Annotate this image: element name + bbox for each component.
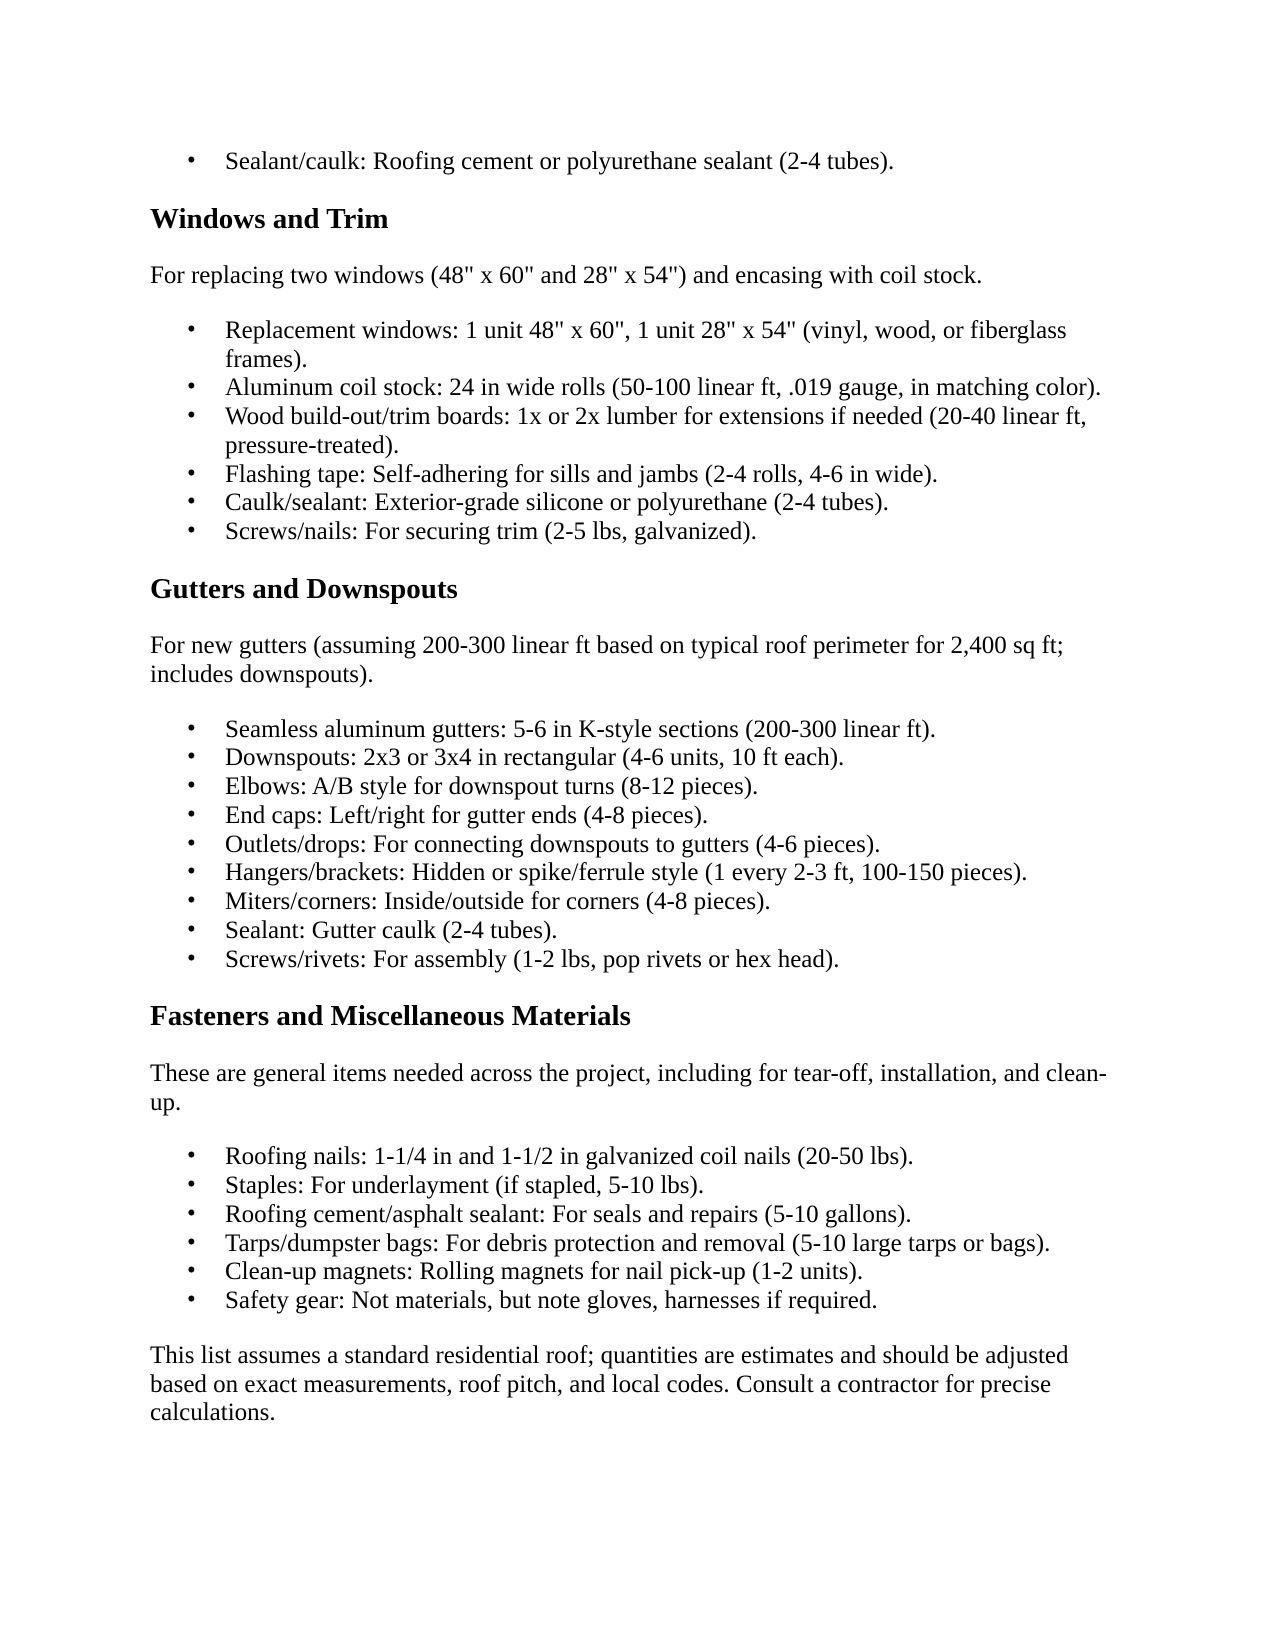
section-windows-and-trim [150, 203, 1125, 547]
section-bullet-list [150, 317, 1125, 547]
section-bullet-list [150, 716, 1125, 975]
section-heading: Gutters and Downspouts [150, 572, 458, 605]
list-item: • Screws/rivets: For assembly (1-2 lbs, pop rivets or hex head). [225, 946, 1125, 975]
list-item: • Replacement windows: 1 unit 48" x 60", 1 unit 28" x 54" (vinyl, wood, or fiberglass frames). [225, 317, 1125, 375]
list-item: • Miters/corners: Inside/outside for corners (4-8 pieces). [225, 888, 1125, 917]
list-item: • Screws/nails: For securing trim (2-5 lbs, galvanized). [225, 518, 1125, 547]
list-item: • Roofing cement/asphalt sealant: For seals and repairs (5-10 gallons). [225, 1201, 1125, 1230]
list-item: • Safety gear: Not materials, but note gloves, harnesses if required. [225, 1287, 1125, 1316]
section-gutters-and-downspouts [150, 573, 1125, 975]
section-intro: These are general items needed across the project, including for tear-off, installation, and clean-up. [150, 1059, 1107, 1116]
list-item: • Seamless aluminum gutters: 5-6 in K-style sections (200-300 linear ft). [225, 716, 1125, 745]
list-item: • Caulk/sealant: Exterior-grade silicone or polyurethane (2-4 tubes). [225, 489, 1125, 518]
list-item: • Downspouts: 2x3 or 3x4 in rectangular (4-6 units, 10 ft each). [225, 744, 1125, 773]
section-heading: Windows and Trim [150, 202, 389, 235]
list-item: • Staples: For underlayment (if stapled, 5-10 lbs). [225, 1172, 1125, 1201]
section-heading: Fasteners and Miscellaneous Materials [150, 1000, 631, 1033]
list-item: • Roofing nails: 1-1/4 in and 1-1/2 in galvanized coil nails (20-50 lbs). [225, 1143, 1125, 1172]
list-item: • Sealant: Gutter caulk (2-4 tubes). [225, 917, 1125, 946]
list-item: • Elbows: A/B style for downspout turns (8-12 pieces). [225, 773, 1125, 802]
list-item: • Tarps/dumpster bags: For debris protection and removal (5-10 large tarps or bags). [225, 1230, 1125, 1259]
list-item: • Clean-up magnets: Rolling magnets for nail pick-up (1-2 units). [225, 1258, 1125, 1287]
section-intro: For replacing two windows (48" x 60" and 28" x 54") and encasing with coil stock. [150, 262, 983, 290]
list-item: • Aluminum coil stock: 24 in wide rolls (50-100 linear ft, .019 gauge, in matching color). [225, 374, 1125, 403]
list-item: • End caps: Left/right for gutter ends (4-8 pieces). [225, 802, 1125, 831]
list-item: • Outlets/drops: For connecting downspouts to gutters (4-6 pieces). [225, 831, 1125, 860]
list-item: • Wood build-out/trim boards: 1x or 2x lumber for extensions if needed (20-40 linear ft, pressure-treated). [225, 403, 1125, 461]
list-item: • Flashing tape: Self-adhering for sills and jambs (2-4 rolls, 4-6 in wide). [225, 461, 1125, 490]
section-bullet-list [150, 1143, 1125, 1316]
section-fasteners-and-misc [150, 1000, 1125, 1315]
list-item: • Hangers/brackets: Hidden or spike/ferrule style (1 every 2-3 ft, 100-150 pieces). [225, 859, 1125, 888]
leading-bullet-list [150, 148, 1125, 177]
list-item: • Sealant/caulk: Roofing cement or polyurethane sealant (2-4 tubes). [225, 148, 1125, 177]
section-intro: For new gutters (assuming 200-300 linear ft based on typical roof perimeter for 2,400 sq ft; includes downspouts). [150, 632, 1064, 688]
closing-paragraph: This list assumes a standard residential roof; quantities are estimates and should be adjusted based on exact measurements, roof pitch, and local codes. Consult a contractor for precise calculations. [150, 1341, 1069, 1427]
